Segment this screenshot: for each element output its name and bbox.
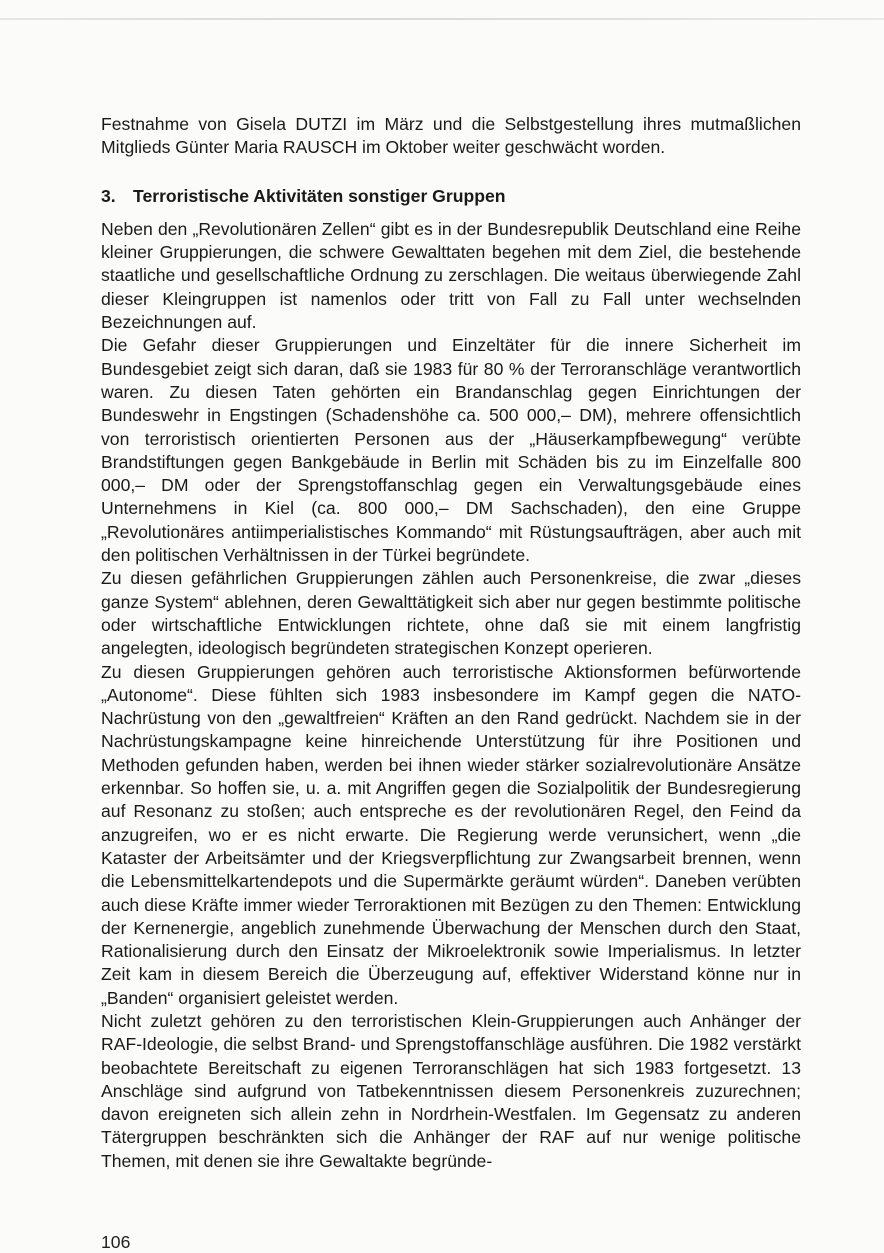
document-page bbox=[101, 113, 801, 1173]
body-paragraph-5: Nicht zuletzt gehören zu den terroristischen Klein-Gruppierungen auch Anhänger der RAF-Ideologie, die selbst Brand- und Sprengstoffanschläge ausführen. Die 1982 verstärkt beobachtete Bereitschaft zu eigenen Terroranschlägen hat sich 1983 fortgesetzt. 13 Anschläge sind aufgrund von Tatbekenntnissen diesem Personenkreis zuzurechnen; davon ereigneten sich allein zehn in Nordrhein-Westfalen. Im Gegensatz zu anderen Tätergruppen beschränkten sich die Anhänger der RAF auf nur wenige politische Themen, mit denen sie ihre Gewaltakte begründe- bbox=[101, 1010, 801, 1171]
intro-paragraph: Festnahme von Gisela DUTZI im März und die Selbstgestellung ihres mutmaßlichen Mitglieds Günter Maria RAUSCH im Oktober weiter geschwächt worden. bbox=[101, 114, 801, 158]
section-heading bbox=[101, 185, 801, 208]
body-paragraph-3: Zu diesen gefährlichen Gruppierungen zählen auch Personenkreise, die zwar „dieses ganze System“ ablehnen, deren Gewalttätigkeit sich aber nur gegen bestimmte politische oder wirtschaftliche Entwicklungen richtete, ohne daß sie mit einem langfristig angelegten, ideologisch begründeten strategischen Konzept operieren. bbox=[101, 568, 801, 659]
section-title: Terroristische Aktivitäten sonstiger Gruppen bbox=[133, 185, 506, 206]
section-number: 3. bbox=[101, 185, 116, 206]
body-paragraph-4: Zu diesen Gruppierungen gehören auch terroristische Aktionsformen befürwortende „Autonome“. Diese fühlten sich 1983 insbesondere im Kampf gegen die NATO-Nachrüstung von den „gewaltfreien“ Kräften an den Rand gedrückt. Nachdem sie in der Nachrüstungskampagne keine hinreichende Unterstützung für ihre Positionen und Methoden gefunden haben, werden bei ihnen wieder stärker sozialrevolutionäre Ansätze erkennbar. So hoffen sie, u. a. mit Angriffen gegen die Sozialpolitik der Bundesregierung auf Resonanz zu stoßen; auch entspreche es der revolutionären Regel, den Feind da anzugreifen, wo er es nicht erwarte. Die Regierung werde verunsichert, wenn „die Kataster der Arbeitsämter und der Kriegsverpflichtung zur Zwangsarbeit brennen, wenn die Lebensmittelkartendepots und die Supermärkte geräumt würden“. Daneben verübten auch diese Kräfte immer wieder Terroraktionen mit Bezügen zu den Themen: Entwicklung der Kernenergie, angeblich zunehmende Überwachung der Menschen durch den Staat, Rationalisierung durch den Einsatz der Mikroelektronik sowie Imperialismus. In letzter Zeit kam in diesem Bereich die Überzeugung auf, effektiver Widerstand könne nur in „Banden“ organisiert geleistet werden. bbox=[101, 661, 801, 1008]
body-paragraph-1: Neben den „Revolutionären Zellen“ gibt es in der Bundesrepublik Deutschland eine Reihe kleiner Gruppierungen, die schwere Gewalttaten begehen mit dem Ziel, die bestehende staatliche und gesellschaftliche Ordnung zu zerschlagen. Die weitaus überwiegende Zahl dieser Kleingruppen ist namenlos oder tritt von Fall zu Fall unter wechselnden Bezeichnungen auf. bbox=[101, 218, 801, 333]
page-number: 106 bbox=[101, 1232, 131, 1252]
scan-edge-line bbox=[0, 18, 884, 20]
body-paragraph-2: Die Gefahr dieser Gruppierungen und Einzeltäter für die innere Sicherheit im Bundesgebiet zeigt sich daran, daß sie 1983 für 80 % der Terroranschläge verantwortlich waren. Zu diesen Taten gehörten ein Brandanschlag gegen Einrichtungen der Bundeswehr in Engstingen (Schadenshöhe ca. 500 000,– DM), mehrere offensichtlich von terroristisch orientierten Personen aus der „Häuserkampfbewegung“ verübte Brandstiftungen gegen Bankgebäude in Berlin mit Schäden bis zu im Einzelfalle 800 000,– DM oder der Sprengstoffanschlag gegen ein Verwaltungsgebäude eines Unternehmens in Kiel (ca. 800 000,– DM Sachschaden), den eine Gruppe „Revolutionäres antiimperialistisches Kommando“ mit Rüstungsaufträgen, aber auch mit den politischen Verhältnissen in der Türkei begründete. bbox=[101, 335, 801, 566]
